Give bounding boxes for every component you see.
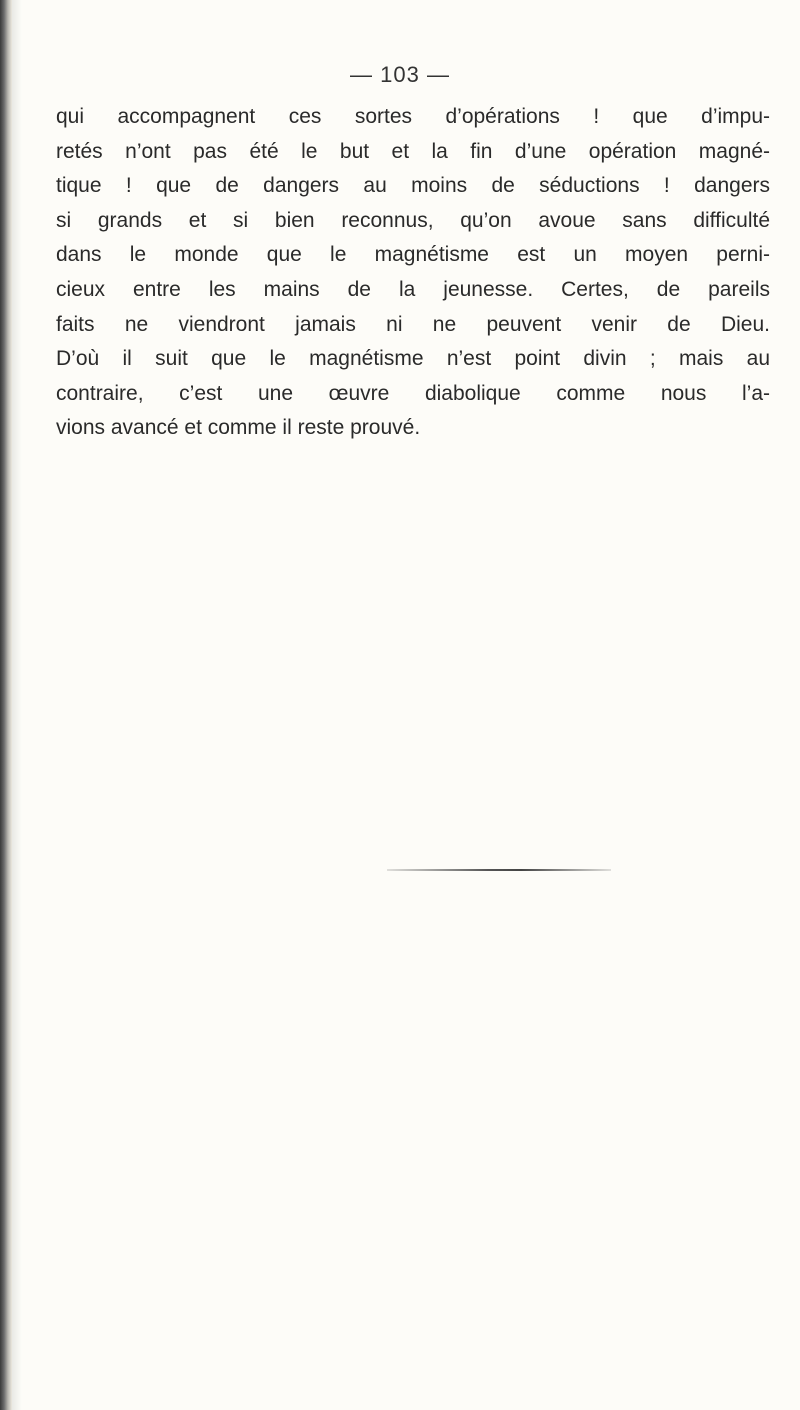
text-line: D’où il suit que le magnétisme n’est point divin ; mais au (56, 347, 770, 371)
text-line: faits ne viendront jamais ni ne peuvent venir de Dieu. (56, 312, 770, 336)
text-line: dans le monde que le magnétisme est un moyen perni- (56, 243, 770, 267)
text-line: cieux entre les mains de la jeunesse. Certes, de pareils (56, 277, 770, 301)
text-line: tique ! que de dangers au moins de séductions ! dangers (56, 174, 770, 198)
text-line: contraire, c’est une œuvre diabolique comme nous l’a- (56, 381, 770, 405)
section-divider (387, 869, 611, 871)
text-line: vions avancé et comme il reste prouvé. (56, 416, 421, 440)
text-line: retés n’ont pas été le but et la fin d’une opération magné- (56, 139, 770, 163)
text-line: qui accompagnent ces sortes d’opérations ! que d’impu- (56, 105, 770, 128)
page-number: — 103 — (350, 62, 450, 87)
binding-edge (0, 0, 12, 1410)
text-line: si grands et si bien reconnus, qu’on avoue sans difficulté (56, 208, 770, 232)
body-text (56, 100, 770, 446)
